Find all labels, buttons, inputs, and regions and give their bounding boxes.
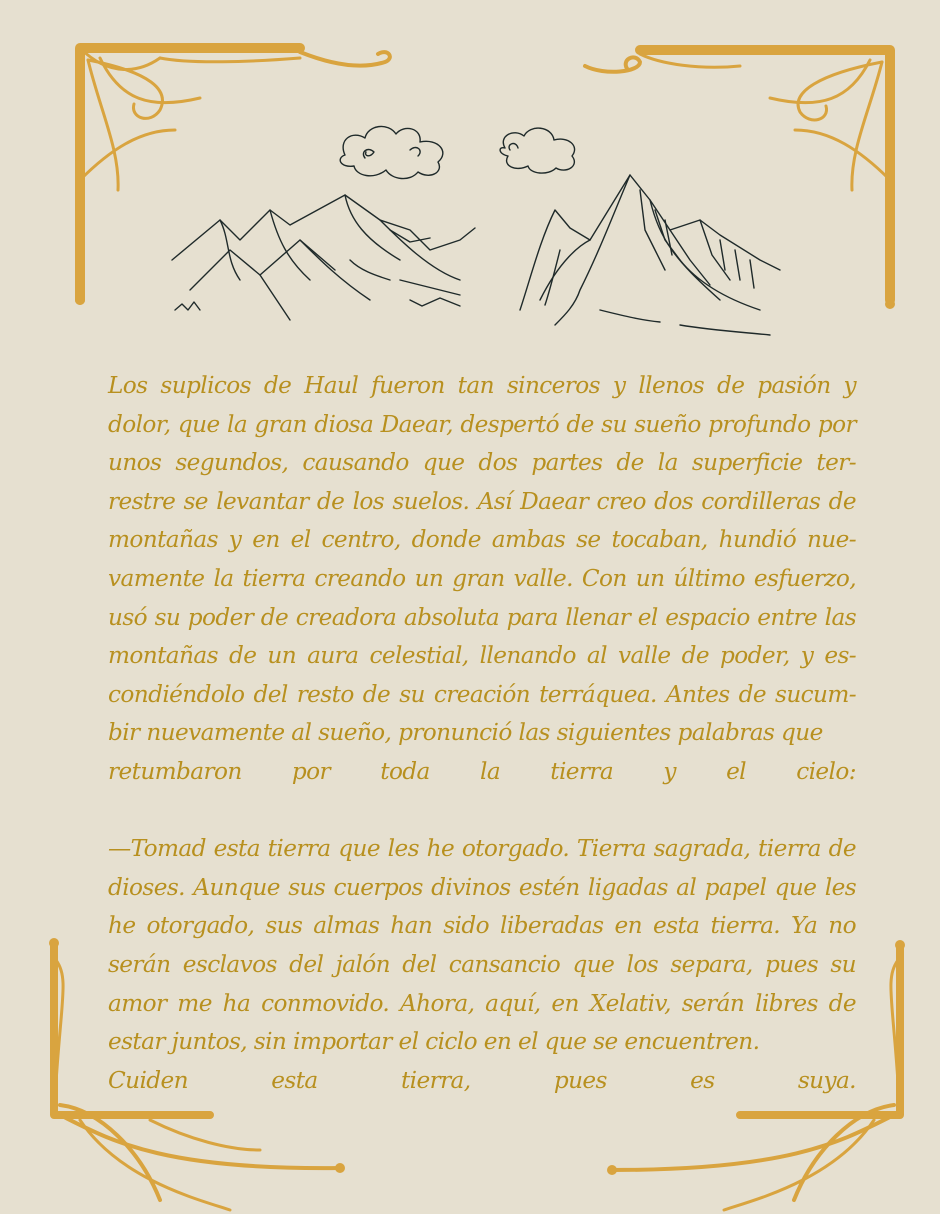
ornament-dot	[895, 940, 905, 950]
word: la	[480, 757, 501, 785]
word: por	[291, 757, 331, 785]
word: suya.	[797, 1066, 856, 1094]
word: toda	[380, 757, 430, 785]
ornament-dot	[885, 299, 895, 309]
cloud-icon	[500, 128, 574, 173]
word: retumbaron	[108, 757, 242, 785]
paragraph-1-body: Los suplicos de Haul fueron tan sinceros y llenos de pasión y dolor, que la gran diosa Daear, despertó de su sueño profundo por unos segundos, causando que dos partes de la superficie ter-restre se levantar de los suelos. Así Daear creo dos cordilleras de montañas y en el centro, donde ambas se tocaban, hundió nue-vamente la tierra creando un gran valle. Con un último esfuerzo, usó su poder de creadora absoluta para llenar el espacio entre las montañas de un aura celestial, llenando al valle de poder, y es-condiéndolo del resto de su creación terráquea. Antes de sucum-bir nuevamente al sueño, pronunció las siguientes palabras que	[108, 372, 856, 747]
ornament-dot	[75, 295, 85, 305]
word: pues	[553, 1066, 607, 1094]
cloud-icon	[340, 126, 443, 178]
story-text	[108, 367, 856, 1100]
ornament-dot	[607, 1165, 617, 1175]
paragraph-2-last-line	[108, 1062, 856, 1101]
word: cielo:	[796, 757, 856, 785]
paragraph-1-last-line	[108, 753, 856, 792]
ornament-dot	[49, 938, 59, 948]
mountains-illustration	[160, 110, 800, 350]
word: el	[726, 757, 747, 785]
word: esta	[271, 1066, 318, 1094]
word: y	[663, 757, 676, 785]
word: Cuiden	[108, 1066, 188, 1094]
ornament-dot	[335, 1163, 345, 1173]
word: es	[690, 1066, 715, 1094]
paragraph-1	[108, 367, 856, 753]
mountain-range-right-icon	[520, 175, 780, 335]
paragraph-2-body: —Tomad esta tierra que les he otorgado. Tierra sagrada, tierra de dioses. Aunque sus cuerpos divinos estén ligadas al papel que les he otorgado, sus almas han sido liberadas en esta tierra. Ya no serán esclavos del jalón del cansancio que los separa, pues su amor me ha conmovido. Ahora, aquí, en Xelativ, serán libres de estar juntos, sin importar el ciclo en el que se encuentren.	[108, 835, 856, 1056]
mountain-range-left-icon	[172, 195, 475, 320]
word: tierra,	[400, 1066, 471, 1094]
paragraph-2	[108, 830, 856, 1062]
word: tierra	[550, 757, 614, 785]
